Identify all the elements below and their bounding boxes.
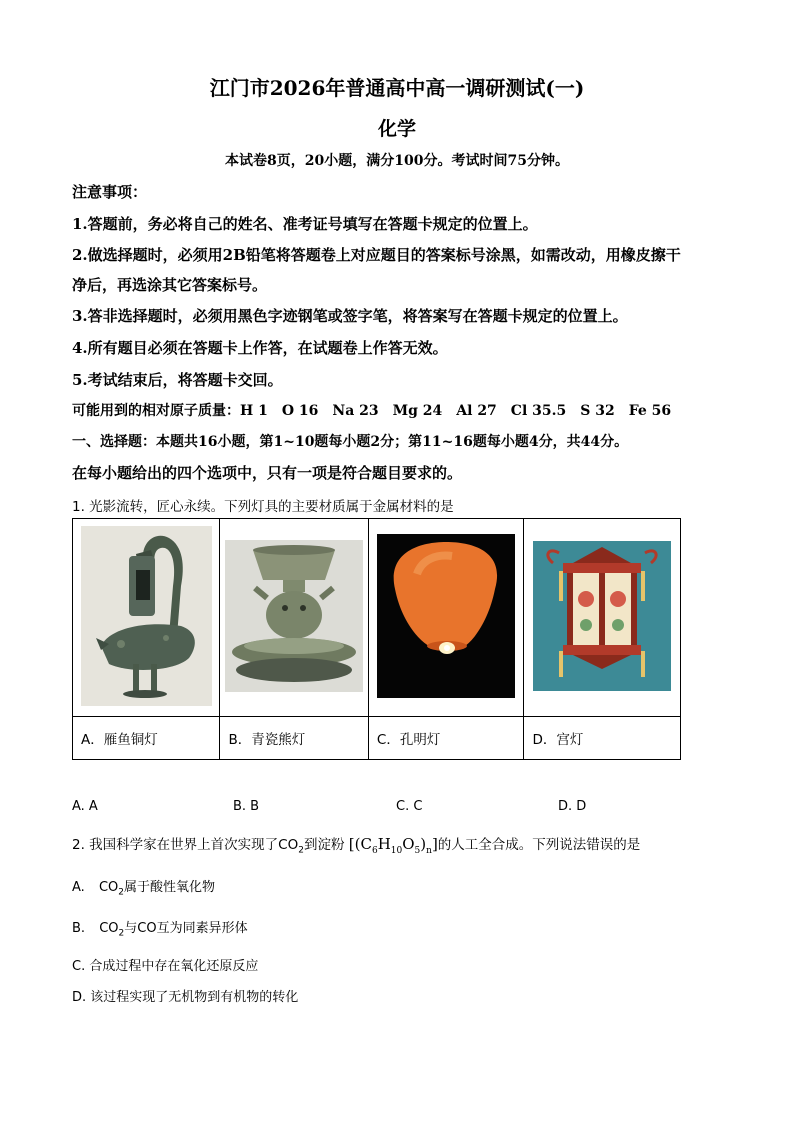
note-4: 4.所有题目必须在答题卡上作答，在试题卷上作答无效。 xyxy=(72,339,448,357)
caption-a: A．雁鱼铜灯 xyxy=(73,717,220,760)
q2-stem-part2: 到淀粉 xyxy=(303,837,345,853)
subject-title: 化学 xyxy=(377,118,416,140)
q1-option-c[interactable]: C. C xyxy=(396,799,423,814)
caption-b: B．青瓷熊灯 xyxy=(220,717,368,760)
caption-d: D．宫灯 xyxy=(524,717,681,760)
note-1: 1.答题前，务必将自己的姓名、准考证号填写在答题卡规定的位置上。 xyxy=(72,215,538,233)
q2-option-b-letter: B. xyxy=(72,921,86,936)
atomic-masses: 可能用到的相对原子质量：H 1 O 16 Na 23 Mg 24 Al 27 Cl 35.5 S 32 Fe 56 xyxy=(72,403,672,419)
exam-info: 本试卷8页，20小题，满分100分。考试时间75分钟。 xyxy=(225,153,569,169)
q1-stem: 1. 光影流转，匠心永续。下列灯具的主要材质属于金属材料的是 xyxy=(72,499,454,515)
q2-option-a-letter: A. xyxy=(72,880,85,895)
q2-option-b-text: 互为同素异形体 xyxy=(156,921,248,936)
q2-option-a[interactable] xyxy=(72,876,215,898)
note-2-cont: 净后，再选涂其它答案标号。 xyxy=(72,276,268,294)
palace-lantern-image xyxy=(533,541,671,691)
bronze-goose-lamp-image xyxy=(81,526,212,706)
celadon-bear-lamp-image xyxy=(225,540,363,692)
image-cell-d xyxy=(524,519,681,717)
note-3: 3.答非选择题时，必须用黑色字迹钢笔或签字笔，将答案写在答题卡规定的位置上。 xyxy=(72,307,628,325)
notes-heading: 注意事项： xyxy=(72,183,148,201)
lamp-table xyxy=(72,518,681,760)
page-title: 江门市2026年普通高中高一调研测试(一) xyxy=(209,76,585,100)
section-instruction: 在每小题给出的四个选项中，只有一项是符合题目要求的。 xyxy=(72,464,463,482)
q2-option-b[interactable] xyxy=(72,917,248,939)
starch-formula: $[(C_6H_{10}O_5)_n]$ xyxy=(348,835,438,856)
note-2: 2.做选择题时，必须用2B铅笔将答题卷上对应题目的答案标号涂黑，如需改动，用橡皮擦干 xyxy=(72,246,681,264)
note-5: 5.考试结束后，将答题卡交回。 xyxy=(72,371,283,389)
q2-stem-part3: 的人工全合成。下列说法错误的是 xyxy=(437,837,641,853)
q2-option-a-text: 属于酸性氧化物 xyxy=(123,880,215,895)
q1-option-a[interactable]: A. A xyxy=(72,799,98,814)
image-cell-b xyxy=(220,519,368,717)
co2-formula: $CO_2$ xyxy=(98,880,124,898)
sky-lantern-image xyxy=(377,534,515,698)
q2-stem-part1: 2. 我国科学家在世界上首次实现了CO xyxy=(72,837,299,853)
q2-option-c[interactable]: C. 合成过程中存在氧化还原反应 xyxy=(72,959,259,974)
q2-option-d[interactable]: D. 该过程实现了无机物到有机物的转化 xyxy=(72,990,299,1005)
q2-stem: 2. 我国科学家在世界上首次实现了$CO_2$到淀粉 $[(C_6H_{10}O_5)_n]$的人工全合成。下列说法错误的是 xyxy=(72,835,641,856)
caption-c: C．孔明灯 xyxy=(368,717,524,760)
q1-option-b[interactable]: B. B xyxy=(233,799,260,814)
q1-option-d[interactable]: D. D xyxy=(558,799,587,814)
image-cell-a xyxy=(73,519,220,717)
section-heading: 一、选择题：本题共16小题，第1~10题每小题2分；第11~16题每小题4分，共44分。 xyxy=(72,434,629,450)
image-cell-c xyxy=(368,519,524,717)
co2-co-formula: $CO_2$与CO xyxy=(99,921,157,939)
